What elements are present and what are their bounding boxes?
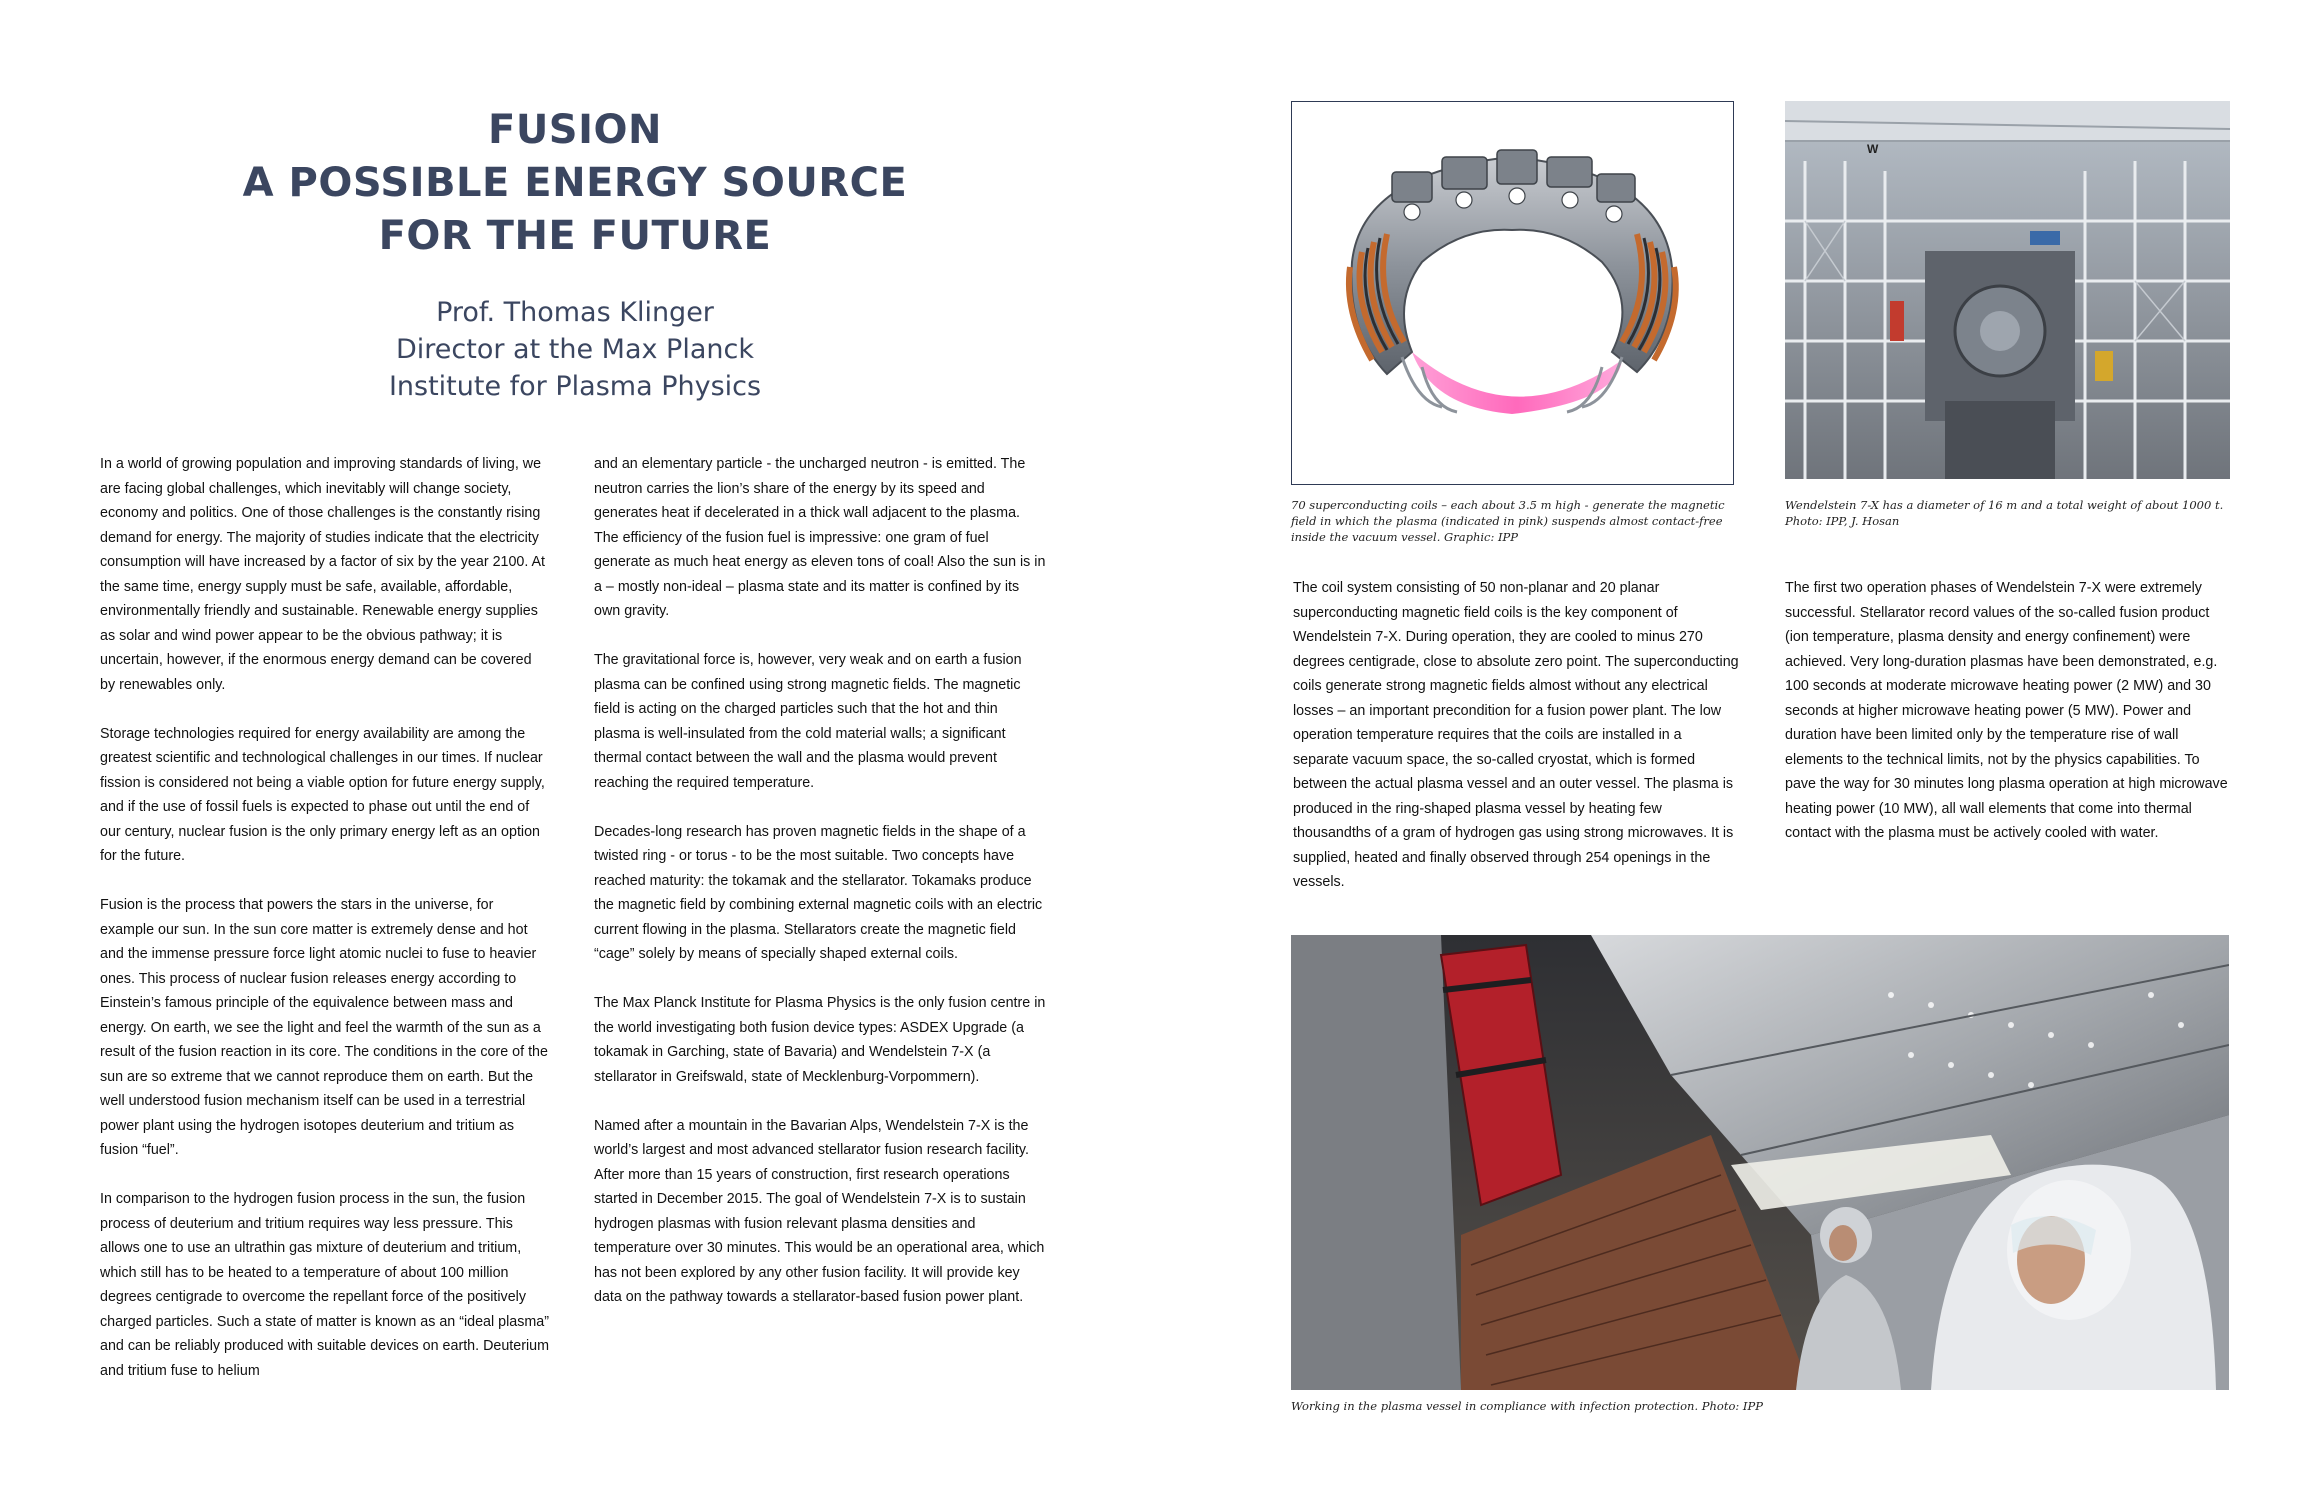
- author-institute: Institute for Plasma Physics: [388, 371, 762, 402]
- experiment-hall-photo: [1785, 101, 2230, 479]
- coil-system-graphic: [1291, 101, 1734, 485]
- paragraph: Named after a mountain in the Bavarian Alps, Wendelstein 7-X is the world’s largest and most advanced stellarator fusion research facility. After more than 15 years of construction, first research operations started in December 2015. The goal of Wendelstein 7-X is to sustain hydrogen plasmas with fusion relevant plasma densities and temperature over 30 minutes. This would be an operational area, which has not been explored by any other fusion facility. It will provide key data on the pathway towards a stellarator-based fusion power plant.: [594, 1117, 1045, 1305]
- hall-sign-letter: W: [1867, 142, 1879, 156]
- plasma-vessel-illustration: [1291, 935, 2229, 1390]
- plasma-vessel-photo: [1291, 935, 2229, 1390]
- experiment-hall-illustration: [1785, 101, 2230, 479]
- article-title: [100, 104, 1050, 263]
- paragraph: The gravitational force is, however, very weak and on earth a fusion plasma can be confined using strong magnetic fields. The magnetic field is acting on the charged particles such that the hot and thin plasma is well-insulated from the cold material walls; a significant thermal contact between the wall and the plasma would prevent reaching the required temperature.: [594, 652, 1022, 791]
- title-line-1: FUSION: [488, 107, 662, 153]
- text-column-3: [1293, 576, 1741, 895]
- text-column-2: [594, 452, 1046, 1310]
- paragraph: Decades-long research has proven magnetic fields in the shape of a twisted ring - or torus - to be the most suitable. Two concepts have reached maturity: the tokamak and the stellarator. Tokamaks produce the magnetic field by combining external magnetic coils with an electric current flowing in the plasma. Stellarators create the magnetic field “cage” solely by means of specially shaped external coils.: [594, 823, 1043, 962]
- author-name: Prof. Thomas Klinger: [436, 297, 714, 328]
- paragraph: Fusion is the process that powers the stars in the universe, for example our sun. In the sun core matter is extremely dense and hot and the immense pressure force light atomic nuclei to fuse to heavier ones. This process of nuclear fusion releases energy according to Einstein’s famous principle of the equivalence between mass and energy. On earth, we see the light and feel the warmth of the sun as a result of the fusion reaction in its core. The conditions in the core of the sun are so extreme that we cannot reproduce them on earth. But the well understood fusion mechanism itself can be used in a terrestrial power plant using the hydrogen isotopes deuterium and tritium as fusion “fuel”.: [100, 897, 548, 1158]
- paragraph: Storage technologies required for energy availability are among the greatest scientific and technological challenges in our times. If nuclear fission is considered not being a viable option for future energy supply, and if the use of fossil fuels is expected to phase out until the end of our century, nuclear fusion is the only primary energy left as an option for the future.: [100, 725, 545, 864]
- paragraph: The coil system consisting of 50 non-planar and 20 planar superconducting magnetic field coils is the key component of Wendelstein 7-X. During operation, they are cooled to minus 270 degrees centigrade, close to absolute zero point. The superconducting coils generate strong magnetic fields almost without any electrical losses – an important precondition for a fusion power plant. The low operation temperature requires that the coils are installed in a separate vacuum space, the so-called cryostat, which is formed between the actual plasma vessel and an outer vessel. The plasma is produced in the ring-shaped plasma vessel by heating few thousandths of a gram of hydrogen gas using strong microwaves. It is supplied, heated and finally observed through 254 openings in the vessels.: [1293, 580, 1739, 890]
- paragraph: The Max Planck Institute for Plasma Physics is the only fusion centre in the world investigating both fusion device types: ASDEX Upgrade (a tokamak in Garching, state of Bavaria) and Wendelstein 7-X (a stellarator in Greifswald, state of Mecklenburg-Vorpommern).: [594, 995, 1046, 1085]
- author-block: [100, 294, 1050, 405]
- paragraph: and an elementary particle - the uncharged neutron - is emitted. The neutron carries the lion’s share of the energy by its speed and generates heat if decelerated in a thick wall adjacent to the plasma. The efficiency of the fusion fuel is impressive: one gram of fuel generate as much heat energy as eleven tons of coal! Also the sun is in a – mostly non-ideal – plasma state and its matter is confined by its own gravity.: [594, 456, 1046, 619]
- paragraph: In a world of growing population and improving standards of living, we are facing global challenges, which inevitably will change society, economy and politics. One of those challenges is the constantly rising demand for energy. The majority of studies indicate that the electricity consumption will have increased by a factor of six by the year 2100. At the same time, energy supply must be safe, available, affordable, environmentally friendly and sustainable. Renewable energy supplies as solar and wind power appear to be the obvious pathway; it is uncertain, however, if the enormous energy demand can be covered by renewables only.: [100, 456, 546, 693]
- text-column-4: [1785, 576, 2229, 846]
- author-role: Director at the Max Planck: [396, 334, 754, 365]
- caption-vessel-photo: Working in the plasma vessel in compliance with infection protection. Photo: IPP: [1291, 1399, 1763, 1413]
- paragraph: In comparison to the hydrogen fusion process in the sun, the fusion process of deuterium and tritium requires way less pressure. This allows one to use an ultrathin gas mixture of deuterium and tritium, which still has to be heated to a temperature of about 100 million degrees centigrade to overcome the repellant force of the positively charged particles. Such a state of matter is known as an “ideal plasma” and can be reliably produced with suitable devices on earth. Deuterium and tritium fuse to helium: [100, 1191, 550, 1379]
- paragraph: The first two operation phases of Wendelstein 7-X were extremely successful. Stellarator record values of the so-called fusion product (ion temperature, plasma density and energy confinement) were achieved. Very long-duration plasmas have been demonstrated, e.g. 100 seconds at moderate microwave heating power (2 MW) and 30 seconds at higher microwave heating power (5 MW). Power and duration have been limited only by the temperature rise of wall elements to the technical limits, not by the physics capabilities. To pave the way for 30 minutes long plasma operation at high microwave heating power (10 MW), all wall elements that come into thermal contact with the plasma must be actively cooled with water.: [1785, 580, 2228, 841]
- caption-coil-graphic: 70 superconducting coils – each about 3.5 m high - generate the magnetic field in which the plasma (indicated in pink) suspends almost contact-free inside the vacuum vessel. Graphic: IPP: [1291, 498, 1725, 544]
- title-line-3: FOR THE FUTURE: [378, 213, 772, 259]
- caption-hall-photo: Wendelstein 7-X has a diameter of 16 m and a total weight of about 1000 t. Photo: IPP, J. Hosan: [1785, 498, 2224, 528]
- title-line-2: A POSSIBLE ENERGY SOURCE: [242, 160, 908, 206]
- coil-system-illustration: [1292, 102, 1733, 484]
- text-column-1: [100, 452, 550, 1383]
